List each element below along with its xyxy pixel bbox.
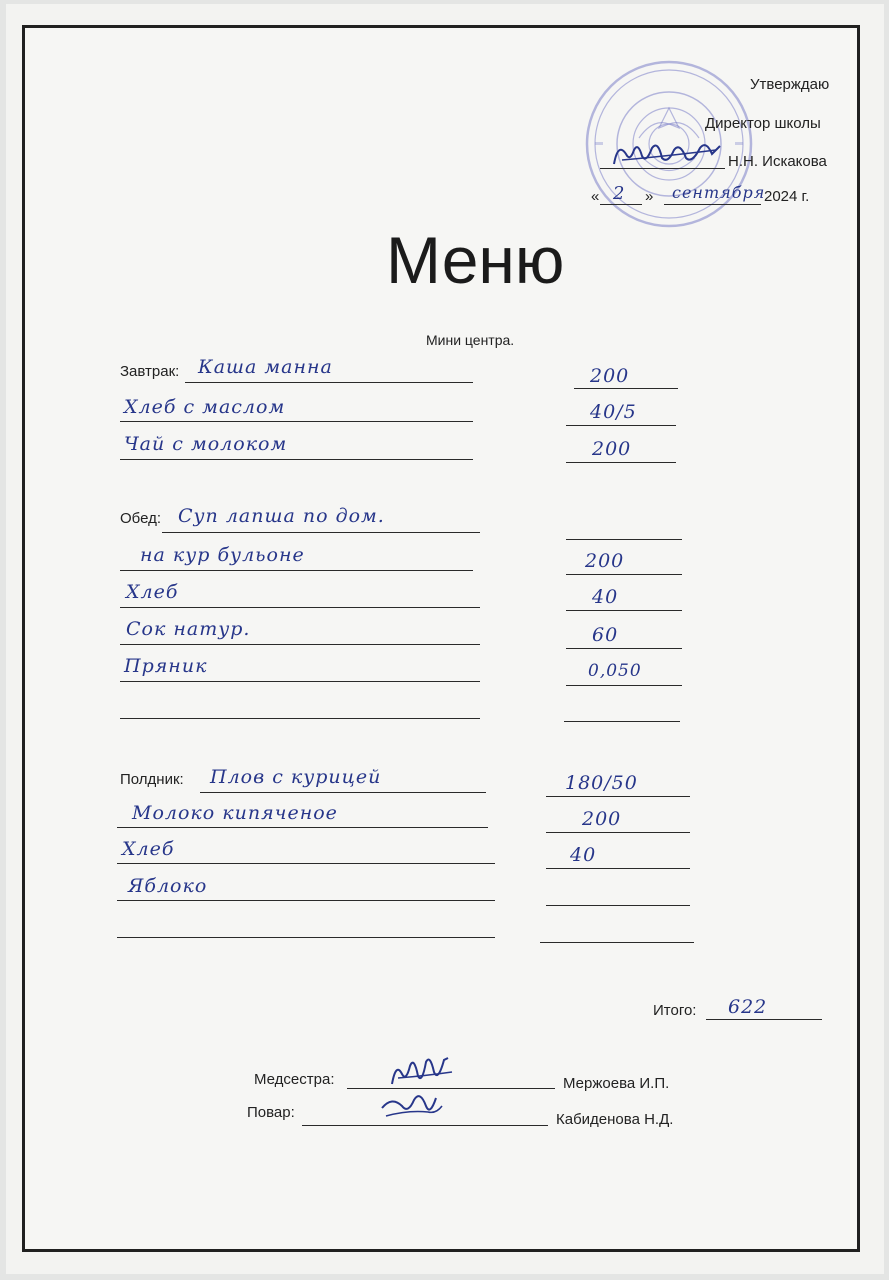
snack-amount-1: 180/50 bbox=[565, 772, 638, 794]
lunch-amount-5: 0,050 bbox=[588, 661, 642, 681]
page-subtitle: Мини центра. bbox=[426, 332, 515, 348]
breakfast-item-2: Хлеб с маслом bbox=[124, 396, 286, 418]
total-value: 622 bbox=[728, 996, 768, 1018]
lunch-line-5 bbox=[120, 681, 480, 682]
breakfast-amount-2: 40/5 bbox=[590, 401, 637, 423]
lunch-line-2 bbox=[120, 570, 473, 571]
approval-position: Директор школы bbox=[705, 115, 821, 132]
cook-label: Повар: bbox=[247, 1104, 295, 1121]
date-month: сентября bbox=[672, 183, 766, 202]
lunch-amount-line-2 bbox=[566, 574, 682, 575]
snack-amount-line-1 bbox=[546, 796, 690, 797]
date-month-line bbox=[664, 204, 761, 205]
snack-line-1 bbox=[200, 792, 486, 793]
breakfast-label: Завтрак: bbox=[120, 363, 180, 380]
lunch-line-1 bbox=[162, 532, 480, 533]
breakfast-item-1: Каша манна bbox=[198, 356, 333, 378]
snack-item-2: Молоко кипяченое bbox=[132, 802, 338, 824]
breakfast-amount-line-2 bbox=[566, 425, 676, 426]
breakfast-amount-1: 200 bbox=[590, 365, 630, 387]
snack-amount-3: 40 bbox=[570, 844, 597, 866]
snack-label: Полдник: bbox=[120, 771, 184, 788]
breakfast-item-3: Чай с молоком bbox=[124, 433, 288, 455]
lunch-item-1: Суп лапша по дом. bbox=[178, 505, 385, 527]
lunch-line-3 bbox=[120, 607, 480, 608]
cook-name: Кабиденова Н.Д. bbox=[556, 1111, 674, 1128]
date-open-quote: « bbox=[591, 188, 600, 205]
breakfast-amount-line-1 bbox=[574, 388, 678, 389]
nurse-name: Мержоева И.П. bbox=[563, 1075, 670, 1092]
date-close-quote: » bbox=[645, 188, 654, 205]
director-signature bbox=[608, 136, 724, 174]
snack-item-3: Хлеб bbox=[122, 838, 175, 860]
snack-amount-line-4 bbox=[546, 905, 690, 906]
lunch-item-4: Сок натур. bbox=[126, 618, 251, 640]
lunch-amount-line-4 bbox=[566, 648, 682, 649]
snack-line-4 bbox=[117, 900, 495, 901]
snack-item-1: Плов с курицей bbox=[210, 766, 382, 788]
date-day: 2 bbox=[613, 183, 626, 204]
lunch-amount-line-1 bbox=[566, 539, 682, 540]
lunch-label: Обед: bbox=[120, 510, 162, 527]
lunch-item-5: Пряник bbox=[124, 655, 208, 677]
breakfast-line-1 bbox=[185, 382, 473, 383]
lunch-line-6 bbox=[120, 718, 480, 719]
snack-amount-line-5 bbox=[540, 942, 694, 943]
lunch-item-2: на кур бульоне bbox=[140, 544, 305, 566]
lunch-line-4 bbox=[120, 644, 480, 645]
snack-item-4: Яблоко bbox=[128, 875, 208, 897]
total-line bbox=[706, 1019, 822, 1020]
lunch-amount-2: 200 bbox=[585, 550, 625, 572]
director-name: Н.Н. Искакова bbox=[728, 153, 827, 170]
total-label: Итого: bbox=[653, 1002, 697, 1019]
lunch-amount-line-3 bbox=[566, 610, 682, 611]
breakfast-amount-line-3 bbox=[566, 462, 676, 463]
cook-signature-line bbox=[302, 1125, 548, 1126]
page-title: Меню bbox=[386, 223, 565, 297]
lunch-amount-4: 60 bbox=[592, 624, 619, 646]
breakfast-line-2 bbox=[120, 421, 473, 422]
breakfast-line-3 bbox=[120, 459, 473, 460]
approval-heading: Утверждаю bbox=[750, 76, 830, 93]
snack-amount-2: 200 bbox=[582, 808, 622, 830]
snack-line-5 bbox=[117, 937, 495, 938]
breakfast-amount-3: 200 bbox=[592, 438, 632, 460]
date-year: 2024 г. bbox=[764, 188, 810, 205]
cook-signature bbox=[378, 1088, 448, 1124]
snack-amount-line-3 bbox=[546, 868, 690, 869]
snack-line-3 bbox=[117, 863, 495, 864]
date-day-line bbox=[600, 204, 642, 205]
snack-amount-line-2 bbox=[546, 832, 690, 833]
nurse-signature bbox=[388, 1052, 458, 1092]
lunch-amount-line-5 bbox=[566, 685, 682, 686]
lunch-amount-line-6 bbox=[564, 721, 680, 722]
lunch-item-3: Хлеб bbox=[126, 581, 179, 603]
snack-line-2 bbox=[117, 827, 488, 828]
nurse-label: Медсестра: bbox=[254, 1071, 335, 1088]
lunch-amount-3: 40 bbox=[592, 586, 619, 608]
